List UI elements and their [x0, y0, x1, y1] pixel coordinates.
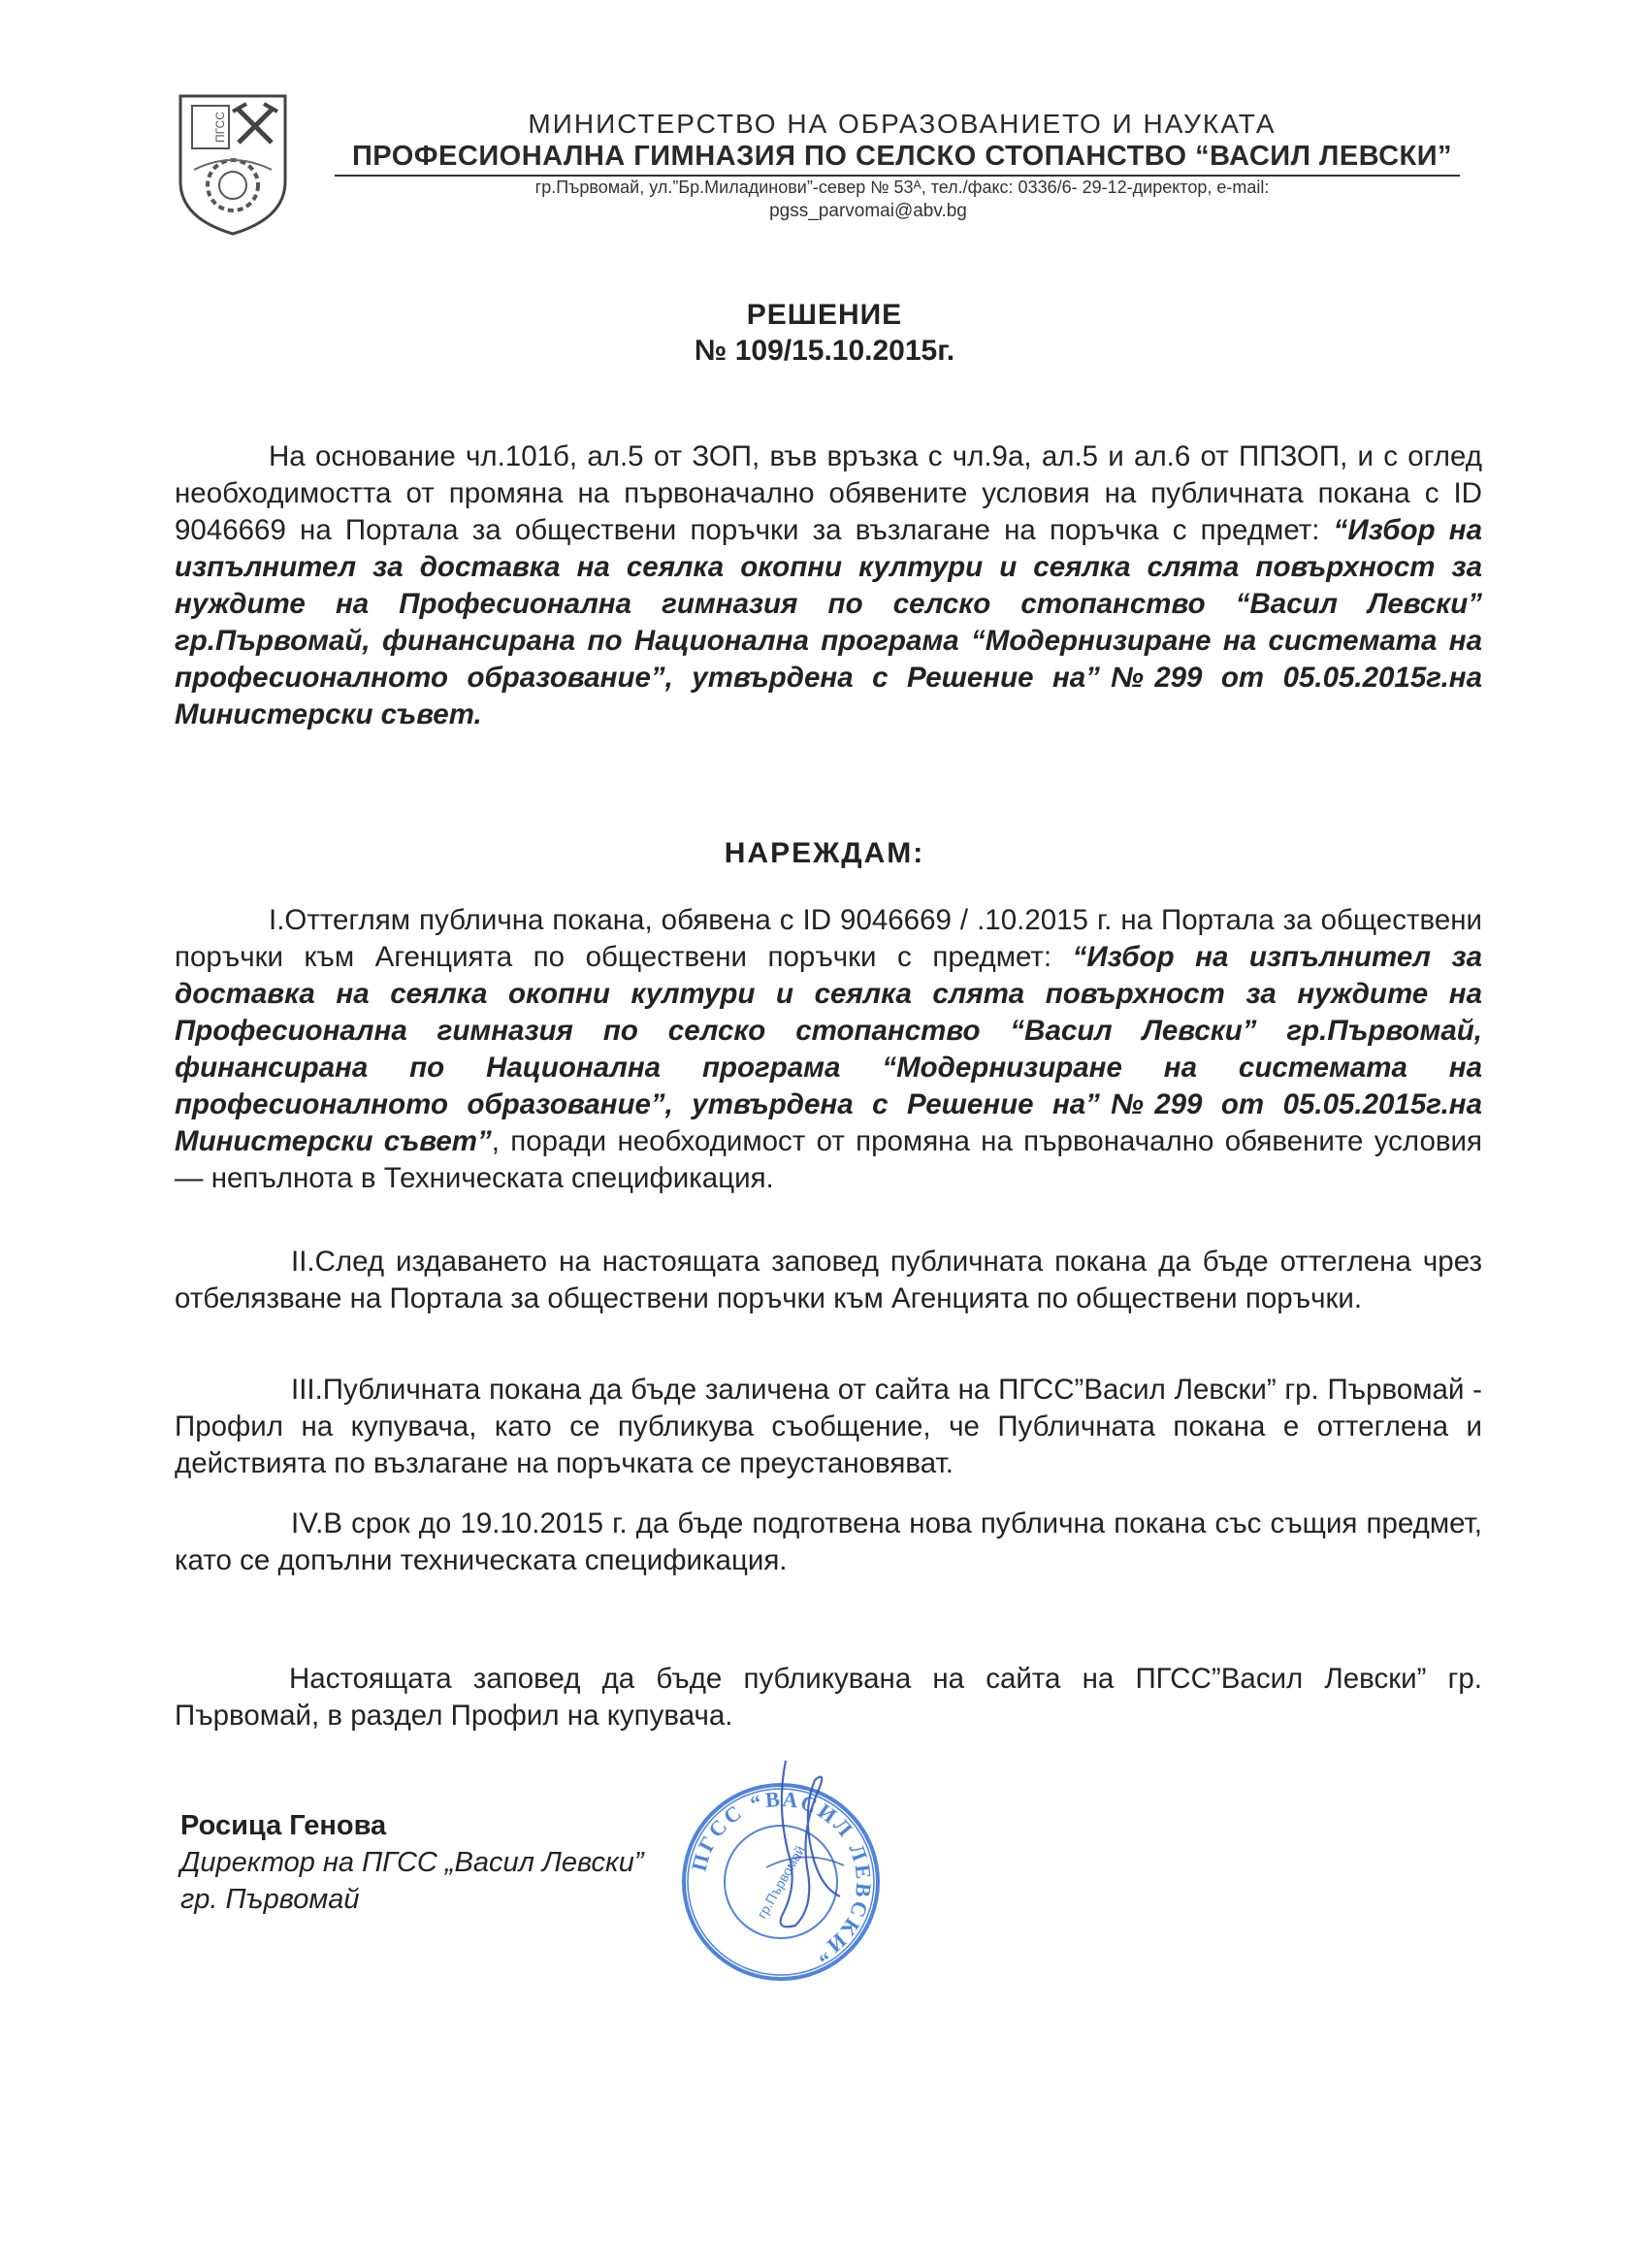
- order-heading: НАРЕЖДАМ:: [724, 837, 925, 869]
- school-email: pgss_parvomai@abv.bg: [769, 201, 967, 221]
- intro-subject: “Избор на изпълнител за доставка на сеялка окопни култури и сеялка слята повърхност за нуждите на Професионална гимназия по селско стопанство “Васил Левски” гр.Първомай, финансирана по Национална програма “Модернизиране на системата на професионалното образование”, утвърдена с Решение на”№299 от 05.05.2015г.на Министерски съвет.: [175, 514, 1483, 730]
- stamp-center-text: гр.Първомай: [754, 1842, 808, 1922]
- item-ii: II.След издаването на настоящата заповед публичната покана да бъде оттеглена чрез отбелязване на Портала за обществени поръчки към Агенцията по обществени поръчки.: [175, 1246, 1482, 1314]
- school-logo: [175, 92, 291, 238]
- signatory-name: Росица Генова: [180, 1810, 387, 1841]
- item-i: [175, 902, 1482, 1197]
- signatory-city: гр. Първомай: [180, 1884, 360, 1915]
- stamp-ring-text: ПГСС “ВАСИЛ ЛЕВСКИ”: [686, 1786, 877, 1969]
- handwritten-signature: [747, 1751, 863, 1945]
- item-i-text: I.Оттеглям публична покана, обявена с ID 9046669 / .10.2015 г. на Портала за обществени поръчки към Агенцията по обществени поръчки с предмет:: [175, 904, 1482, 973]
- school-name: ПРОФЕСИОНАЛНА ГИМНАЗИЯ ПО СЕЛСКО СТОПАНСТВО “ВАСИЛ ЛЕВСКИ”: [351, 141, 1453, 172]
- item-iv: IV.В срок до 19.10.2015 г. да бъде подготвена нова публична покана със същия предмет, като се допълни техническата спецификация.: [175, 1507, 1482, 1576]
- document-number: № 109/15.10.2015г.: [694, 335, 955, 367]
- signatory-position: Директор на ПГСС „Васил Левски”: [180, 1847, 644, 1878]
- item-i-subject: “Избор на изпълнител за доставка на сеялка окопни култури и сеялка слята повърхност за нуждите на Професионална гимназия по селско стопанство “Васил Левски” гр.Първомай, финансирана по Национална програма “Модернизиране на системата на професионалното образование”, утвърдена с Решение на”№299 от 05.05.2015г.на Министерски съвет”: [175, 941, 1482, 1157]
- publication-paragraph: Настоящата заповед да бъде публикувана на сайта на ПГСС”Васил Левски” гр. Първомай, в раздел Профил на купувача.: [175, 1663, 1482, 1732]
- school-address: гр.Първомай, ул.”Бр.Миладинови”-север № 53ᴬ, тел./факс: 0336/6- 29-12-директор, e-mail:: [534, 178, 1270, 197]
- intro-paragraph: [175, 438, 1482, 733]
- logo-text: ПГСС: [213, 112, 227, 143]
- ministry-name: МИНИСТЕРСТВО НА ОБРАЗОВАНИЕТО И НАУКАТА: [528, 109, 1277, 139]
- item-i-tail: , поради необходимост от промяна на първоначално обявените условия — непълнота в Техническата спецификация.: [175, 1125, 1482, 1194]
- document-heading: РЕШЕНИЕ: [746, 299, 903, 331]
- intro-text: На основание чл.101б, ал.5 от ЗОП, във връзка с чл.9а, ал.5 и ал.6 от ППЗОП, и с оглед необходимостта от промяна на първоначално обявените условия на публичната покана с ID 9046669 на Портала за обществени поръчки за възлагане на поръчка с предмет:: [175, 440, 1482, 546]
- letterhead-divider: [335, 175, 1460, 177]
- item-iii: III.Публичната покана да бъде заличена от сайта на ПГСС”Васил Левски” гр. Първомай - Профил на купувача, като се публикува съобщение, че Публичната покана е оттеглена и действията по възлагане на поръчката се преустановяват.: [175, 1374, 1482, 1479]
